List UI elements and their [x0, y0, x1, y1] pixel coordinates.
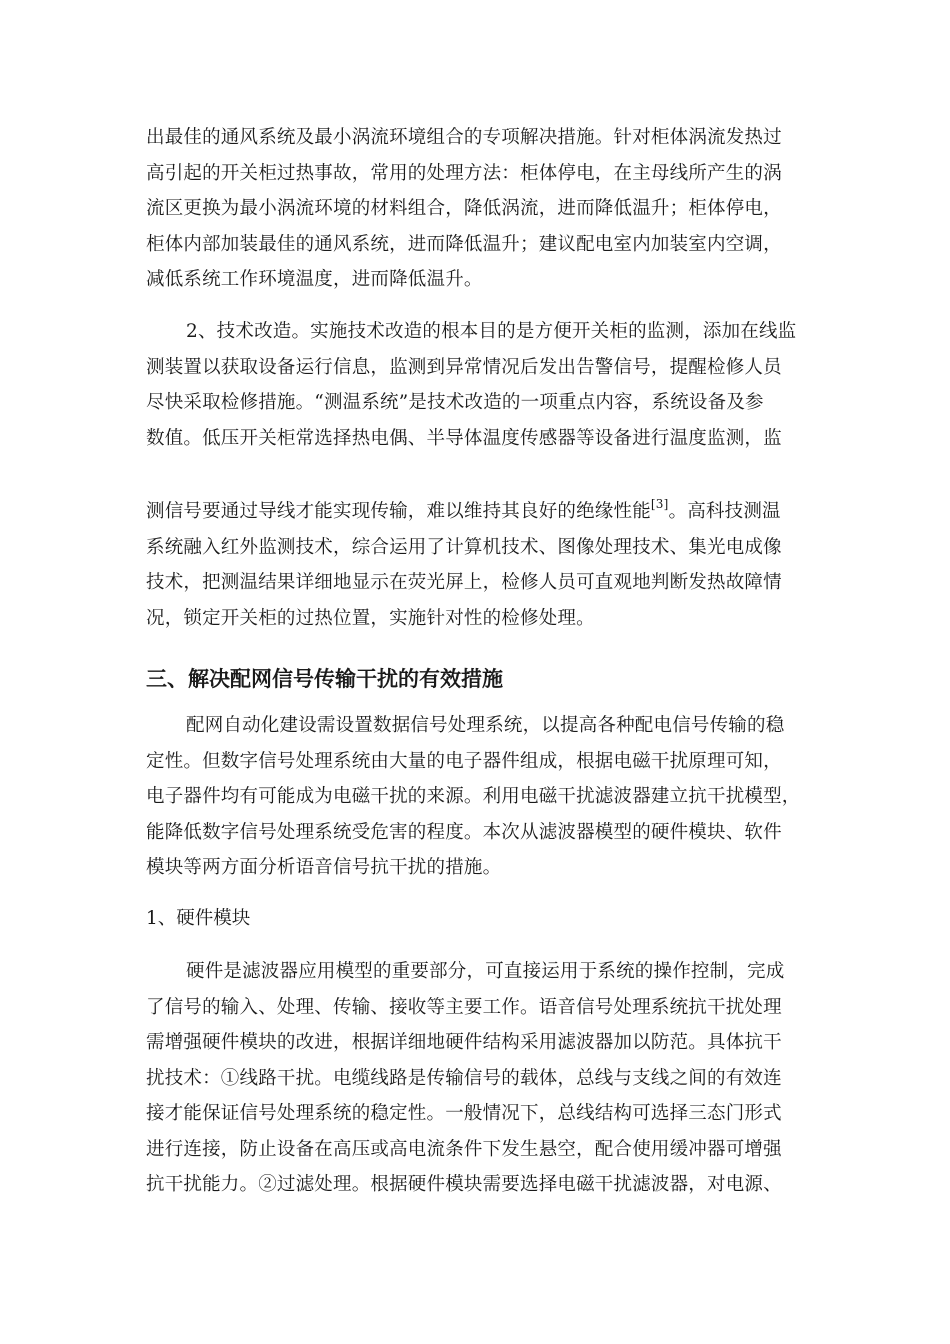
text-line: 况，锁定开关柜的过热位置，实施针对性的检修处理。 [146, 607, 595, 629]
text-line-with-citation [146, 494, 810, 530]
text-line: 需增强硬件模块的改进，根据详细地硬件结构采用滤波器加以防范。具体抗干 [146, 1032, 782, 1053]
paragraph-technical-upgrade [146, 314, 810, 456]
text-segment: 测信号要通过导线才能实现传输，难以维持其良好的绝缘性能 [146, 501, 651, 522]
text-line: 能降低数字信号处理系统受危害的程度。本次从滤波器模型的硬件模块、软件 [146, 821, 782, 843]
paragraph-hardware-module [146, 954, 810, 1203]
text-line: 接才能保证信号处理系统的稳定性。一般情况下，总线结构可选择三态门形式 [146, 1103, 782, 1124]
text-line: 高引起的开关柜过热事故，常用的处理方法：柜体停电，在主母线所产生的涡 [146, 162, 782, 184]
text-line: 系统融入红外监测技术，综合运用了计算机技术、图像处理技术、集光电成像 [146, 536, 782, 558]
text-line: 扰技术：①线路干扰。电缆线路是传输信号的载体，总线与支线之间的有效连 [146, 1067, 782, 1089]
text-line: 流区更换为最小涡流环境的材料组合，降低涡流，进而降低温升；柜体停电， [146, 198, 782, 219]
text-line: 技术，把测温结果详细地显示在荧光屏上，检修人员可直观地判断发热故障情 [146, 572, 782, 593]
text-line: 定性。但数字信号处理系统由大量的电子器件组成，根据电磁干扰原理可知， [146, 750, 782, 772]
paragraph-ventilation-measures [146, 120, 810, 298]
text-line: 硬件是滤波器应用模型的重要部分，可直接运用于系统的操作控制，完成 [186, 961, 785, 982]
text-line: 出最佳的通风系统及最小涡流环境组合的专项解决措施。针对柜体涡流发热过 [146, 127, 782, 148]
text-line: 测装置以获取设备运行信息，监测到异常情况后发出告警信号，提醒检修人员 [146, 356, 782, 378]
citation-reference: [3] [650, 497, 669, 511]
paragraph-infrared-monitoring [146, 494, 810, 636]
paragraph-distribution-automation [146, 708, 810, 886]
text-line: 电子器件均有可能成为电磁干扰的来源。利用电磁干扰滤波器建立抗干扰模型， [146, 786, 801, 807]
text-line: 了信号的输入、处理、传输、接收等主要工作。语音信号处理系统抗干扰处理 [146, 996, 782, 1018]
text-line: 尽快采取检修措施。“测温系统”是技术改造的一项重点内容，系统设备及参 [146, 392, 764, 413]
text-line: 数值。低压开关柜常选择热电偶、半导体温度传感器等设备进行温度监测，监 [146, 427, 782, 449]
text-line: 抗干扰能力。②过滤处理。根据硬件模块需要选择电磁干扰滤波器，对电源、 [146, 1174, 782, 1195]
text-segment: 。高科技测温 [668, 501, 781, 522]
text-line: 柜体内部加装最佳的通风系统，进而降低温升；建议配电室内加装室内空调， [146, 233, 782, 255]
text-line: 2、技术改造。实施技术改造的根本目的是方便开关柜的监测，添加在线监 [186, 321, 797, 342]
text-line: 模块等两方面分析语音信号抗干扰的措施。 [146, 857, 502, 878]
text-line: 配网自动化建设需设置数据信号处理系统，以提高各种配电信号传输的稳 [186, 715, 785, 736]
subsection-heading: 1、硬件模块 [146, 908, 251, 929]
text-line: 减低系统工作环境温度，进而降低温升。 [146, 269, 483, 290]
section-heading: 三、解决配网信号传输干扰的有效措施 [146, 667, 503, 691]
text-line: 进行连接，防止设备在高压或高电流条件下发生悬空，配合使用缓冲器可增强 [146, 1138, 782, 1160]
